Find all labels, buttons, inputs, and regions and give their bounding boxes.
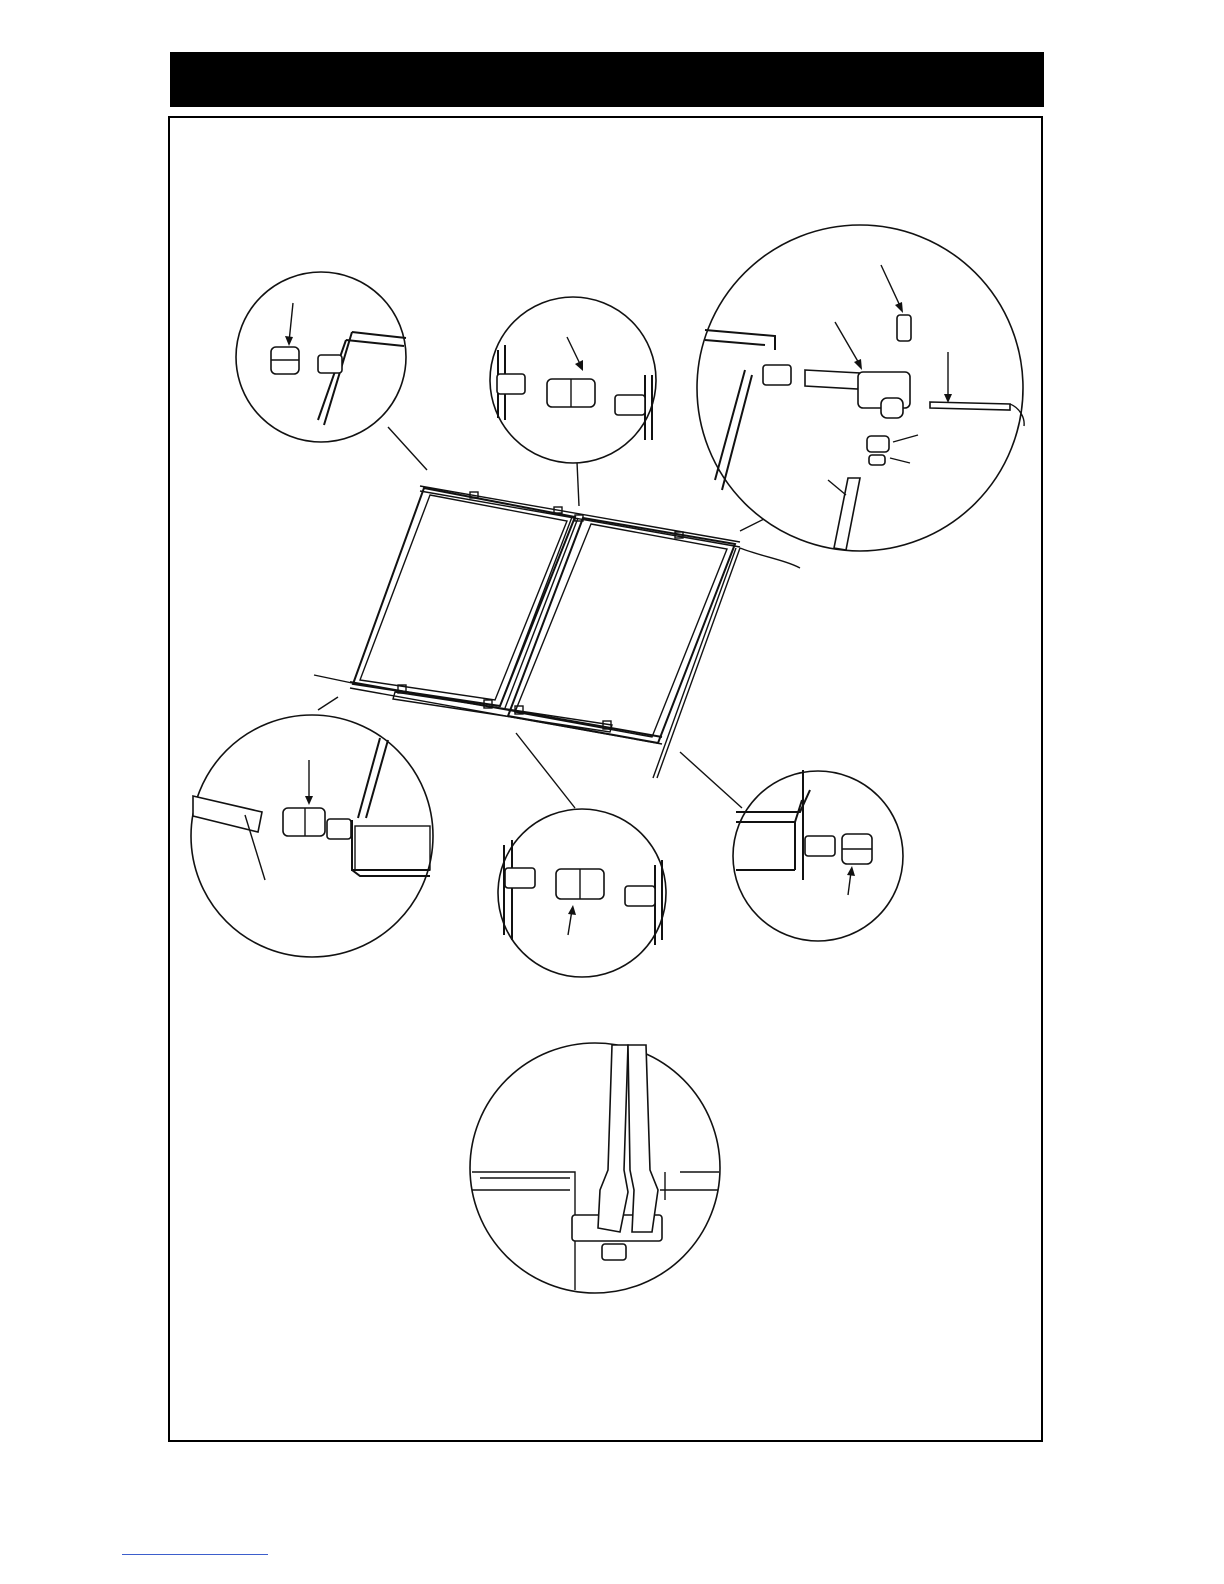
detail-top-middle-coupling [490, 297, 656, 463]
detail-top-left-end-cap [236, 272, 406, 442]
collector-assembly [314, 486, 800, 778]
detail-wrench-tightening [470, 1043, 720, 1293]
tube-coupling-icon [283, 808, 325, 836]
detail-bottom-middle-coupling [498, 809, 666, 977]
detail-bottom-right-end-cap [733, 770, 903, 941]
right-collector-panel [508, 518, 735, 743]
sensor-cable [740, 548, 800, 568]
footer-link[interactable] [122, 1554, 268, 1555]
inlet-tube [314, 675, 352, 683]
detail-top-right-tee [697, 225, 1024, 551]
detail-bottom-left-coupling [191, 715, 433, 957]
